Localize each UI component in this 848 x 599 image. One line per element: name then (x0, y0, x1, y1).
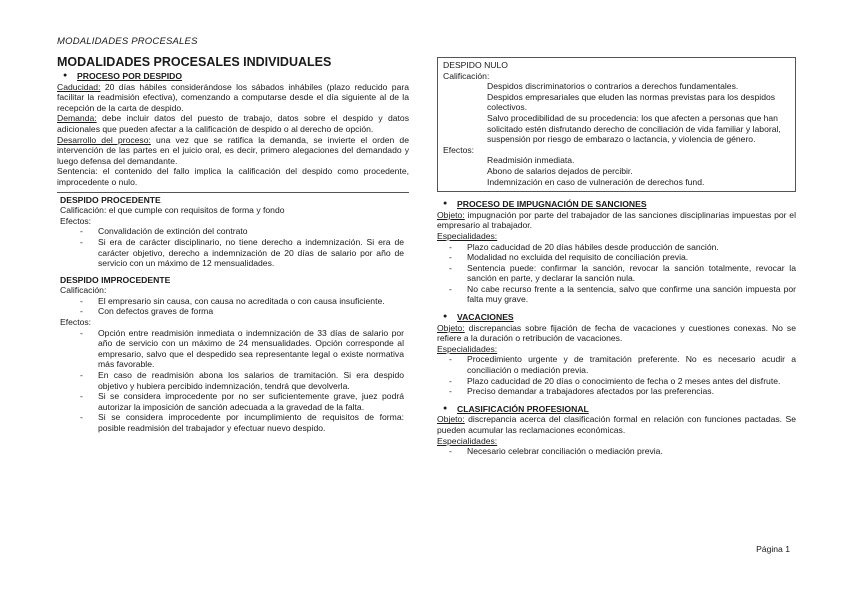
clasificacion-heading-bullet (443, 404, 796, 415)
procedente-efectos-label: Efectos: (60, 215, 92, 226)
vacaciones-section (437, 312, 796, 397)
list-item: - Opción entre readmisión inmediata o indemnización de 33 días de salario por año de servicio con un máximo de 24 mensualidades. Opción corresponde al empresario, salvo que el despedido sea representante legal o existe normativa más favorable. (80, 327, 404, 370)
sanciones-heading-bullet (443, 199, 796, 210)
list-item: Abono de salarios dejados de percibir. (487, 165, 633, 176)
vacaciones-heading: VACACIONES (457, 312, 514, 323)
despido-heading-bullet (63, 71, 409, 82)
improcedente-efectos-label: Efectos: (60, 317, 92, 328)
list-item: - Modalidad no excluida del requisito de conciliación previa. (449, 252, 689, 263)
vacaciones-especialidades-label: Especialidades: (437, 343, 498, 354)
list-item: Indemnización en caso de vulneración de derechos fund. (487, 176, 705, 187)
paragraph-desarrollo: Desarrollo del proceso: una vez que se ratifica la demanda, se invierte el orden de intervención de las partes en el juicio oral, es decir, primero alegaciones del demandado y luego defensa del demandante. (57, 134, 409, 166)
bullet-icon: ● (63, 72, 68, 79)
vacaciones-list (437, 354, 796, 396)
procedente-heading: DESPIDO PROCEDENTE (60, 194, 161, 205)
list-item: - Necesario celebrar conciliación o mediación previa. (449, 446, 663, 457)
running-header: MODALIDADES PROCESALES (57, 36, 198, 47)
list-item: - Convalidación de extinción del contrato (80, 226, 248, 237)
bullet-icon: ● (443, 313, 448, 321)
list-item: - Procedimiento urgente y de tramitación preferente. No es necesario acudir a conciliación o mediación previa. (449, 354, 796, 376)
vacaciones-heading-bullet (443, 312, 796, 323)
paragraph-sentencia: Sentencia: el contenido del fallo implica la calificación del despido como procedente, improcedente o nulo. (57, 166, 409, 187)
sanciones-list (437, 242, 796, 306)
clasificacion-objeto: Objeto: discrepancia acerca del clasificación formal en relación con funciones pactadas. Se pueden acumular las reclamaciones económicas. (437, 414, 796, 435)
improcedente-calificacion-label: Calificación: (60, 285, 107, 296)
clasificacion-especialidades-label: Especialidades: (437, 435, 498, 446)
list-item: - En caso de readmisión abona los salarios de tramitación. Si era despido objetivo y hubiera percibido indemnización, tendrá que devolverla. (80, 370, 404, 391)
list-item: - Plazo caducidad de 20 días o conocimiento de fecha o 2 meses antes del disfrute. (449, 375, 781, 386)
list-item: Despidos empresariales que eluden las normas previstas para los despidos colectivos. (487, 91, 776, 113)
clasificacion-heading: CLASIFICACIÓN PROFESIONAL (457, 403, 589, 414)
despido-paragraphs (57, 82, 409, 188)
bullet-icon: ● (443, 404, 448, 412)
list-item: Despidos discriminatorios o contrarios a derechos fundamentales. (487, 81, 739, 92)
list-item: - Si se considera improcedente por no ser suficientemente grave, juez podrá autorizar la imposición de sanción adecuada a la gravedad de la falta. (80, 391, 404, 412)
right-column (437, 57, 796, 457)
list-item: - Con defectos graves de forma (80, 306, 214, 317)
sanciones-especialidades-label: Especialidades: (437, 230, 498, 241)
sanciones-heading: PROCESO DE IMPUGNACIÓN DE SANCIONES (457, 199, 647, 210)
document-title: MODALIDADES PROCESALES INDIVIDUALES (57, 55, 332, 69)
vacaciones-objeto: Objeto: discrepancias sobre fijación de fecha de vacaciones y cuestiones conexas. No se refiere a la duración o retribución de vacaciones. (437, 322, 796, 344)
clasificacion-section (437, 404, 796, 457)
list-item: - No cabe recurso frente a la sentencia, salvo que confirme una sanción impuesta por falta muy grave. (449, 283, 796, 305)
bullet-icon: ● (443, 200, 448, 208)
paragraph-caducidad: Caducidad: 20 días hábiles considerándose los sábados inhábiles (plazo reducido para facilitar la readmisión efectiva), comenzando a computarse desde el día siguiente al de la recepción de la carta de despido. (57, 81, 409, 113)
nulo-heading: DESPIDO NULO (443, 60, 508, 70)
page-number: Página 1 (756, 544, 790, 554)
despido-procedente-box (57, 192, 409, 438)
left-column (57, 55, 409, 438)
clasificacion-list (437, 446, 796, 457)
list-item: Readmisión inmediata. (487, 155, 575, 166)
list-item: Salvo procedibilidad de su procedencia: los que afecten a personas que han solicitado estén disfrutando derecho de conciliación de vida familiar y laboral, suspensión por riesgo de embarazo o lactancia, y violencia de género. (487, 112, 781, 145)
list-item: - Sentencia puede: confirmar la sanción, revocar la sanción totalmente, revocar la sanción en parte, y declarar la sanción nula. (449, 262, 796, 284)
despido-heading: PROCESO POR DESPIDO (77, 71, 183, 81)
procedente-calificacion: Calificación: el que cumple con requisitos de forma y fondo (60, 205, 285, 216)
list-item: - Si se considera improcedente por incumplimiento de requisitos de forma: posible readmisión del trabajador y efectuar nuevo despido. (80, 412, 404, 433)
paragraph-demanda: Demanda: debe incluir datos del puesto de trabajo, datos sobre el despido y datos adicionales que pueden afectar a la calificación de despido o al derecho de opción. (57, 113, 409, 134)
despido-nulo-box (437, 57, 796, 192)
sanciones-objeto: Objeto: impugnación por parte del trabajador de las sanciones disciplinarias impuestas por el empresario al trabajador. (437, 209, 796, 231)
list-item: - Si era de carácter disciplinario, no tiene derecho a indemnización. Si era de carácter objetivo, derecho a indemnización de 20 días de salario por año de servicio con un máximo de 12 mensualidades. (80, 236, 404, 269)
nulo-calificacion-label: Calificación: (443, 70, 490, 81)
nulo-efectos-label: Efectos: (443, 144, 475, 155)
sanciones-section (437, 199, 796, 305)
list-item: - Preciso demandar a trabajadores afectados por las preferencias. (449, 386, 714, 397)
list-item: - El empresario sin causa, con causa no acreditada o con causa insuficiente. (80, 295, 385, 306)
improcedente-heading: DESPIDO IMPROCEDENTE (60, 274, 171, 285)
list-item: - Plazo caducidad de 20 días hábiles desde producción de sanción. (449, 241, 719, 252)
